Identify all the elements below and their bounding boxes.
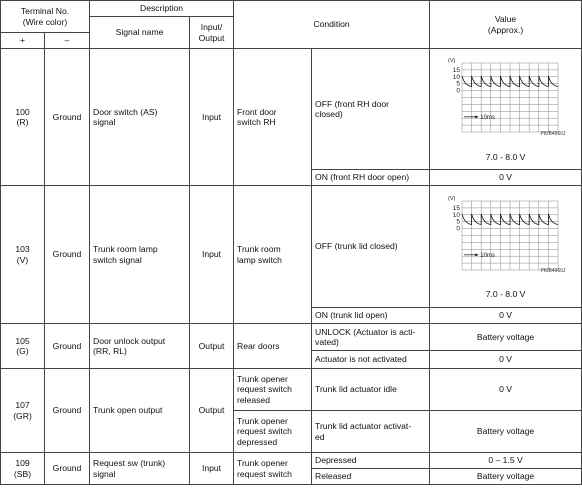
condition-cell: Actuator is not activated: [312, 351, 430, 369]
ground-cell: Ground: [45, 49, 90, 186]
io-cell: Input: [190, 186, 234, 324]
signal-name-cell: Trunk open output: [90, 369, 190, 453]
condition-main-cell: Trunk opener request switch: [234, 453, 312, 485]
waveform-value-cell: [430, 186, 582, 308]
io-cell: Output: [190, 324, 234, 369]
terminal-cell: 105 (G): [1, 324, 45, 369]
y-unit-label: (V): [447, 58, 455, 64]
ground-cell: Ground: [45, 186, 90, 324]
value-cell: 0 V: [430, 308, 582, 324]
terminal-cell: 103 (V): [1, 186, 45, 324]
time-scale-arrowhead: [475, 253, 478, 256]
value-header: Value (Approx.): [430, 1, 582, 49]
io-cell: Input: [190, 453, 234, 485]
plus-header: +: [1, 33, 45, 49]
ground-cell: Ground: [45, 324, 90, 369]
value-cell: 0 V: [430, 170, 582, 186]
condition-cell: OFF (trunk lid closed): [312, 186, 430, 308]
signal-name-cell: Request sw (trunk) signal: [90, 453, 190, 485]
condition-cell: Depressed: [312, 453, 430, 469]
io-header: Input/ Output: [190, 17, 234, 49]
value-cell: Battery voltage: [430, 469, 582, 485]
condition-main-cell: Trunk opener request switch depressed: [234, 411, 312, 453]
y-tick-label: 10: [452, 73, 460, 81]
value-text: 7.0 - 8.0 V: [485, 151, 526, 162]
signal-name-cell: Trunk room lamp switch signal: [90, 186, 190, 324]
y-tick-label: 5: [455, 80, 460, 88]
condition-main-cell: Rear doors: [234, 324, 312, 369]
y-tick-label: 5: [455, 218, 460, 226]
io-cell: Output: [190, 369, 234, 453]
waveform-code: PKIB4960J: [540, 130, 566, 137]
value-cell: 0 – 1.5 V: [430, 453, 582, 469]
condition-main-cell: Trunk opener request switch released: [234, 369, 312, 411]
condition-main-cell: Trunk room lamp switch: [234, 186, 312, 324]
y-tick-label: 15: [452, 66, 460, 74]
y-tick-label: 0: [455, 87, 460, 95]
condition-cell: Released: [312, 469, 430, 485]
value-cell: Battery voltage: [430, 324, 582, 351]
y-tick-label: 15: [452, 204, 460, 212]
time-scale-label: 10ms: [479, 252, 495, 259]
ground-cell: Ground: [45, 369, 90, 453]
condition-cell: Trunk lid actuator idle: [312, 369, 430, 411]
y-tick-label: 10: [452, 211, 460, 219]
minus-header: –: [45, 33, 90, 49]
value-cell: Battery voltage: [430, 411, 582, 453]
signal-name-cell: Door switch (AS) signal: [90, 49, 190, 186]
condition-cell: ON (front RH door open): [312, 170, 430, 186]
terminal-cell: 100 (R): [1, 49, 45, 186]
condition-main-cell: Front door switch RH: [234, 49, 312, 186]
waveform-value-cell: [430, 49, 582, 170]
y-tick-label: 0: [455, 225, 460, 233]
signal-name-header: Signal name: [90, 17, 190, 49]
terminal-cell: 109 (SB): [1, 453, 45, 485]
time-scale-arrowhead: [475, 115, 478, 118]
waveform-trace: [462, 213, 558, 224]
condition-cell: Trunk lid actuator activat- ed: [312, 411, 430, 453]
io-cell: Input: [190, 49, 234, 186]
terminal-header: Terminal No. (Wire color): [1, 1, 90, 33]
value-text: 7.0 - 8.0 V: [485, 289, 526, 299]
condition-cell: OFF (front RH door closed): [312, 49, 430, 170]
condition-cell: ON (trunk lid open): [312, 308, 430, 324]
y-unit-label: (V): [447, 195, 455, 202]
value-cell: 0 V: [430, 351, 582, 369]
condition-cell: UNLOCK (Actuator is acti- vated): [312, 324, 430, 351]
ground-cell: Ground: [45, 453, 90, 485]
value-cell: 0 V: [430, 369, 582, 411]
time-scale-label: 10ms: [479, 115, 495, 122]
description-header: Description: [90, 1, 234, 17]
signal-name-cell: Door unlock output (RR, RL): [90, 324, 190, 369]
waveform-trace: [462, 76, 558, 87]
waveform-code: PKIB4960J: [540, 268, 566, 274]
condition-header: Condition: [234, 1, 430, 49]
terminal-cell: 107 (GR): [1, 369, 45, 453]
